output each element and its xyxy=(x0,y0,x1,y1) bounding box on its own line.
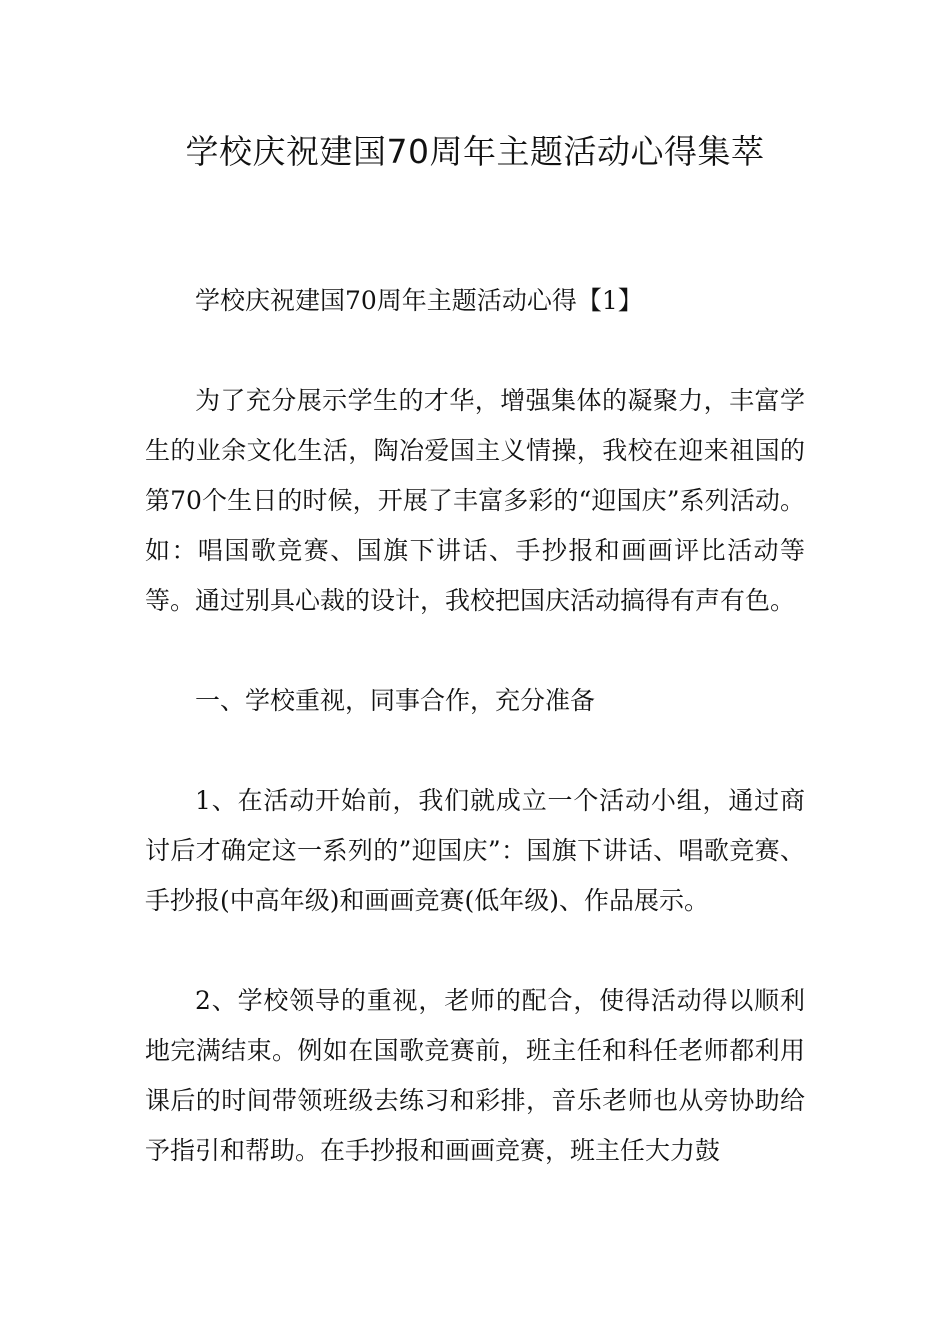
document-body xyxy=(145,276,805,1226)
paragraph: 1、在活动开始前，我们就成立一个活动小组，通过商讨后才确定这一系列的”迎国庆”：国旗下讲话、唱歌竞赛、手抄报(中高年级)和画画竞赛(低年级)、作品展示。 xyxy=(145,786,805,915)
paragraph: 2、学校领导的重视，老师的配合，使得活动得以顺利地完满结束。例如在国歌竞赛前，班主任和科任老师都利用课后的时间带领班级去练习和彩排，音乐老师也从旁协助给予指引和帮助。在手抄报和画画竞赛，班主任大力鼓 xyxy=(145,986,805,1165)
paragraph: 为了充分展示学生的才华，增强集体的凝聚力，丰富学生的业余文化生活，陶冶爱国主义情操，我校在迎来祖国的第70个生日的时候，开展了丰富多彩的“迎国庆”系列活动。如：唱国歌竞赛、国旗下讲话、手抄报和画画评比活动等等。通过别具心裁的设计，我校把国庆活动搞得有声有色。 xyxy=(145,386,805,615)
section-heading: 学校庆祝建国70周年主题活动心得【1】 xyxy=(195,286,643,315)
subsection-heading: 一、学校重视，同事合作，充分准备 xyxy=(195,686,596,715)
document-title: 学校庆祝建国70周年主题活动心得集萃 xyxy=(185,132,765,171)
